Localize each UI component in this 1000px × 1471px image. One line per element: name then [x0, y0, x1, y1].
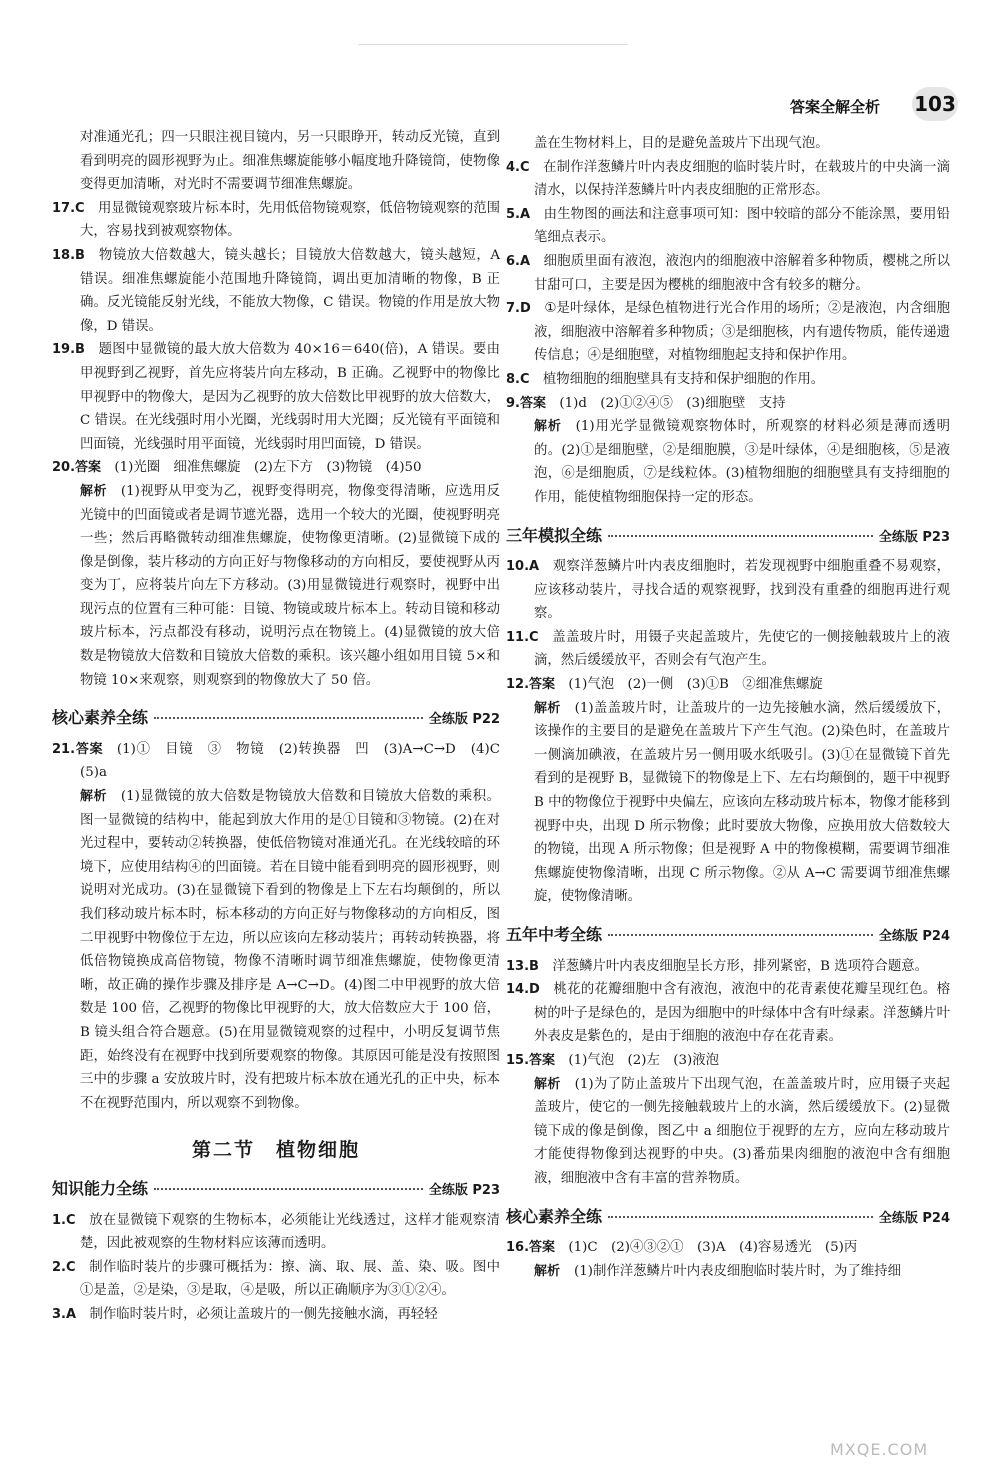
item-text: ①是叶绿体，是绿色植物进行光合作用的场所；②是液泡，内含细胞液，细胞液中溶解着多种物质；③是细胞核，内有遗传物质，能传递遗传信息；④是细胞壁，对植物细胞起支持和保护作用。 [534, 301, 950, 364]
answer-item [52, 1256, 500, 1303]
analysis-label: 解析 [80, 789, 107, 805]
item-number: 17.C [52, 200, 85, 216]
analysis [52, 785, 500, 1115]
analysis-label: 解析 [534, 1263, 561, 1279]
answer-item [52, 338, 500, 456]
section-dots [608, 535, 873, 537]
watermark: MXQE.COM [830, 1440, 929, 1459]
answer-item [506, 555, 950, 626]
item-number: 12.答案 [506, 677, 556, 693]
item-text: 制作临时装片时，必须让盖玻片的一侧先接触水滴，再轻轻 [89, 1306, 438, 1322]
item-answer: (1)d (2)①②④⑤ (3)细胞壁 支持 [559, 395, 786, 411]
item-number: 4.C [506, 159, 530, 175]
item-number: 11.C [506, 629, 539, 645]
header-divider [358, 44, 628, 45]
item-answer: (1)气泡 (2)一侧 (3)①B ②细准焦螺旋 [568, 677, 823, 693]
analysis-text: (1)盖盖玻片时，让盖玻片的一边先接触水滴，然后缓缓放下，该操作的主要目的是避免在盖玻片下产生气泡。(2)染色时，在盖玻片一侧滴加碘液，在盖玻片另一侧用吸水纸吸引。(3)①在显微镜下首先看到的是视野 B，显微镜下的物像是上下、左右均颠倒的，题干中视野 B 中的物像位于视野中央偏左，应该向左移动玻片标本，物像才能移到视野中央，出现 D 所示物像；此时要放大物像，应换用放大倍数较大的物镜，出现 A 所示物像；但是视野 A 中的物像模糊，需要调节细准焦螺旋使物像清晰，出现 C 所示物像。②从 A→C 需要调节细准焦螺旋，使物像清晰。 [534, 700, 950, 905]
item-number: 16.答案 [506, 1240, 556, 1256]
item-number: 3.A [52, 1306, 77, 1322]
section-dots [154, 1188, 423, 1190]
answer-item [506, 156, 950, 203]
item-text: 在制作洋葱鳞片叶内表皮细胞的临时装片时，在载玻片的中央滴一滴清水，以保持洋葱鳞片叶内表皮细胞的正常形态。 [534, 159, 950, 199]
item-text: 物镜放大倍数越大，镜头越长；目镜放大倍数越大，镜头越短，A 错误。细准焦螺旋能小范围地升降镜筒，调出更加清晰的物像，B 正确。反光镜能反射光线，不能放大物像，C 错误。物镜的作用是放大物像，D 错误。 [80, 247, 500, 334]
answer-item [52, 1209, 500, 1256]
analysis-label: 解析 [534, 419, 562, 435]
item-number: 21.答案 [52, 741, 104, 757]
section-header [52, 706, 500, 732]
section-header [52, 1177, 500, 1203]
answer-item [506, 626, 950, 673]
chapter-title: 第二节 植物细胞 [191, 1139, 360, 1162]
item-number: 15.答案 [506, 1052, 556, 1068]
continued-text: 对准通光孔；四一只眼注视目镜内，另一只眼睁开，转动反光镜，直到看到明亮的圆形视野为止。细准焦螺旋能够小幅度地升降镜筒，使物像变得更加清晰，对光时不需要调节细准焦螺旋。 [80, 130, 500, 193]
item-number: 20.答案 [52, 460, 102, 476]
item-number: 14.D [506, 982, 540, 998]
item-number: 1.C [52, 1212, 76, 1228]
section-ref: 全练版 P23 [428, 1182, 500, 1198]
right-column [506, 132, 950, 1283]
item-number: 6.A [506, 253, 531, 269]
answer-item [506, 978, 950, 1049]
section-title: 知识能力全练 [52, 1178, 149, 1198]
section-header [506, 1205, 950, 1231]
item-number: 19.B [52, 342, 85, 358]
answer-item [52, 456, 500, 480]
section-dots [608, 934, 873, 936]
continued-text: 盖在生物材料上，目的是避免盖玻片下出现气泡。 [534, 136, 829, 151]
item-number: 8.C [506, 371, 530, 387]
answer-item [506, 203, 950, 250]
analysis-text: (1)为了防止盖玻片下出现气泡，在盖盖玻片时，应用镊子夹起盖玻片，使它的一侧先接触载玻片上的水滴，然后缓缓放下。(2)显微镜下成的像是倒像，图乙中 a 细胞位于视野的左方，应向左移动玻片才能使得物像到达视野的中央。(3)番茄果肉细胞的液泡中含有细胞液，细胞液中含有丰富的营养物质。 [534, 1076, 950, 1186]
item-text: 洋葱鳞片叶内表皮细胞呈长方形，排列紧密，B 选项符合题意。 [552, 958, 928, 974]
item-text: 题图中显微镜的最大放大倍数为 40×16＝640(倍)，A 错误。要由甲视野到乙视野，首先应将装片向左移动，B 正确。乙视野中的物像比甲视野中的物像大，是因为乙视野的放大倍数比甲视野的放大倍数大，C 错误。在光线强时用小光圈，光线弱时用大光圈；反光镜有平面镜和凹面镜，光线强时用平面镜，光线弱时用凹面镜，D 错误。 [80, 342, 500, 452]
item-text: 放在显微镜下观察的生物标本，必须能让光线透过，这样才能观察清楚，因此被观察的生物材料应该薄而透明。 [80, 1212, 500, 1252]
section-header [506, 524, 950, 550]
answer-item [506, 392, 950, 416]
answer-item [52, 244, 500, 338]
analysis [506, 1073, 950, 1191]
item-answer: (1)C (2)④③②① (3)A (4)容易透光 (5)丙 [568, 1240, 858, 1256]
item-text: 细胞质里面有液泡，液泡内的细胞液中溶解着多种物质，樱桃之所以甘甜可口，主要是因为樱桃的细胞液中含有较多的糖分。 [534, 253, 950, 293]
section-ref: 全练版 P22 [428, 712, 500, 728]
answer-item [506, 297, 950, 368]
item-text: 由生物图的画法和注意事项可知：图中较暗的部分不能涂黑，要用铅笔细点表示。 [534, 206, 950, 246]
section-dots [154, 717, 423, 719]
section-ref: 全练版 P23 [878, 529, 950, 545]
analysis [506, 697, 950, 909]
analysis-label: 解析 [534, 1076, 561, 1092]
item-number: 9.答案 [506, 395, 546, 411]
item-text: 用显微镜观察玻片标本时，先用低倍物镜观察，低倍物镜观察的范围大，容易找到被观察物体。 [80, 200, 500, 240]
page-header [0, 0, 1000, 125]
analysis-label: 解析 [80, 483, 107, 499]
analysis-text: (1)显微镜的放大倍数是物镜放大倍数和目镜放大倍数的乘积。图一显微镜的结构中，能起到放大作用的是①目镜和③物镜。(2)在对光过程中，要转动②转换器，使低倍物镜对准通光孔。在光线较暗的环境下，应使用结构④的凹面镜。若在目镜中能看到明亮的圆形视野，则说明对光成功。(3)在显微镜下看到的物像是上下左右均颠倒的，所以我们移动玻片标本时，标本移动的方向正好与物像移动的方向相反，图二甲视野中物像位于左边，所以应该向左移动装片；再转动转换器，将低倍物镜换成高倍物镜，物像不清晰时调节细准焦螺旋，使物像更清晰，故正确的操作步骤及排序是 A→C→D。(4)图二中甲视野的放大倍数是 100 倍，乙视野的物像比甲视野的大，放大倍数应大于 100 倍，B 镜头组合符合题意。(5)在用显微镜观察的过程中，小明反复调节焦距，始终没有在视野中找到所要观察的物像。其原因可能是没有按照图三中的步骤 a 安放玻片时，没有把玻片标本放在通光孔的正中央，标本不在视野范围内，所以观察不到物像。 [80, 789, 500, 1111]
analysis-text: (1)制作洋葱鳞片叶内表皮细胞临时装片时，为了维持细 [574, 1263, 901, 1279]
item-number: 13.B [506, 958, 539, 974]
analysis [506, 415, 950, 509]
analysis [52, 480, 500, 692]
section-ref: 全练版 P24 [878, 929, 950, 944]
answer-item [506, 955, 950, 979]
item-number: 18.B [52, 247, 85, 263]
item-text: 盖盖玻片时，用镊子夹起盖玻片，先使它的一侧接触载玻片上的液滴，然后缓缓放平，否则会有气泡产生。 [534, 629, 950, 669]
item-answer: (1)① 目镜 ③ 物镜 (2)转换器 凹 (3)A→C→D (4)C (5)a [80, 741, 514, 781]
section-title: 核心素养全练 [506, 1206, 603, 1226]
left-column [52, 126, 514, 1327]
item-number: 10.A [506, 559, 540, 575]
section-title: 核心素养全练 [52, 708, 149, 728]
answer-item [52, 197, 500, 244]
item-number: 5.A [506, 206, 531, 222]
header-title: 答案全解全析 [790, 98, 881, 116]
answer-item [506, 673, 950, 697]
section-header [506, 923, 950, 949]
page-number: 103 [912, 87, 958, 121]
item-number: 7.D [506, 301, 531, 317]
answer-item [506, 1236, 950, 1260]
section-dots [608, 1216, 873, 1218]
analysis [506, 1260, 950, 1284]
section-ref: 全练版 P24 [878, 1210, 950, 1226]
answer-item [52, 1303, 500, 1327]
item-text: 植物细胞的细胞壁具有支持和保护细胞的作用。 [542, 371, 825, 387]
item-text: 观察洋葱鳞片叶内表皮细胞时，若发现视野中细胞重叠不易观察，应该移动装片，寻找合适的观察视野，找到没有重叠的细胞再进行观察。 [534, 559, 950, 622]
answer-item [506, 1049, 950, 1073]
section-title: 五年中考全练 [506, 925, 603, 944]
analysis-text: (1)用光学显微镜观察物体时，所观察的材料必须是薄而透明的。(2)①是细胞壁，②是细胞膜，③是叶绿体，④是细胞核，⑤是液泡，⑥是细胞质，⑦是线粒体。(3)植物细胞的细胞壁具有支持细胞的作用，能使植物细胞保持一定的形态。 [534, 419, 950, 505]
item-text: 桃花的花瓣细胞中含有液泡，液泡中的花青素使花瓣呈现红色。榕树的叶子是绿色的，是因为细胞中的叶绿体中含有叶绿素。洋葱鳞片叶外表皮是紫色的，是由于细胞的液泡中存在花青素。 [534, 982, 950, 1045]
answer-item [506, 250, 950, 297]
answer-item [52, 738, 514, 785]
analysis-label: 解析 [534, 700, 561, 716]
item-number: 2.C [52, 1259, 76, 1275]
answer-item [506, 368, 950, 392]
item-text: 制作临时装片的步骤可概括为：擦、滴、取、展、盖、染、吸。图中①是盖，②是染，③是取，④是吸，所以正确顺序为③①②④。 [80, 1259, 500, 1299]
analysis-text: (1)视野从甲变为乙，视野变得明亮，物像变得清晰，应选用反光镜中的凹面镜或者是调节遮光器，选用一个较大的光圈，使视野明亮一些；然后再略微转动细准焦螺旋，使物像更清晰。(2)显微镜下成的像是倒像，装片移动的方向正好与物像移动的方向相反，要使视野从丙变为丁，应将装片向左下方移动。(3)用显微镜进行观察时，视野中出现污点的位置有三种可能：目镜、物镜或玻片标本上。转动目镜和移动玻片标本，污点都没有移动，说明污点在物镜上。(4)显微镜的放大倍数是物镜放大倍数和目镜放大倍数的乘积。该兴趣小组如用目镜 5×和物镜 10×来观察，则观察到的物像放大了 50 倍。 [80, 483, 500, 688]
item-answer: (1)气泡 (2)左 (3)液泡 [568, 1052, 720, 1068]
item-answer: (1)光圈 细准焦螺旋 (2)左下方 (3)物镜 (4)50 [114, 460, 422, 476]
section-title: 三年模拟全练 [506, 525, 603, 545]
